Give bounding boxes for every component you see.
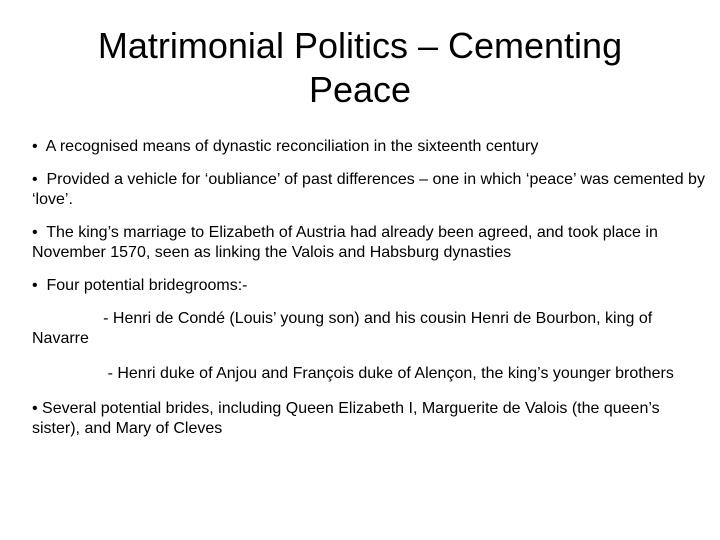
- bullet-item: • The king’s marriage to Elizabeth of Austria had already been agreed, and took place in November 1570, seen as linking the Valois and Habsburg dynasties: [32, 224, 663, 261]
- slide-title-line-1: Matrimonial Politics – Cementing: [97, 25, 623, 66]
- slide-body: [32, 137, 708, 452]
- sub-item: - Henri de Condé (Louis’ young son) and his cousin Henri de Bourbon, king of Navarre: [32, 310, 657, 347]
- sub-item: - Henri duke of Anjou and François duke of Alençon, the king’s younger brothers: [32, 365, 674, 382]
- bullet-item: • Provided a vehicle for ‘oubliance’ of past differences – one in which ‘peace’ was cemented by ‘love’.: [32, 171, 710, 208]
- bullet-item: • Four potential bridegrooms:-: [32, 277, 248, 294]
- slide-title-line-2: Peace: [308, 69, 412, 110]
- slide-title: [40, 24, 680, 112]
- bullet-item: • A recognised means of dynastic reconciliation in the sixteenth century: [32, 138, 539, 155]
- bullet-item: • Several potential brides, including Queen Elizabeth I, Marguerite de Valois (the queen’s sister), and Mary of Cleves: [32, 400, 665, 437]
